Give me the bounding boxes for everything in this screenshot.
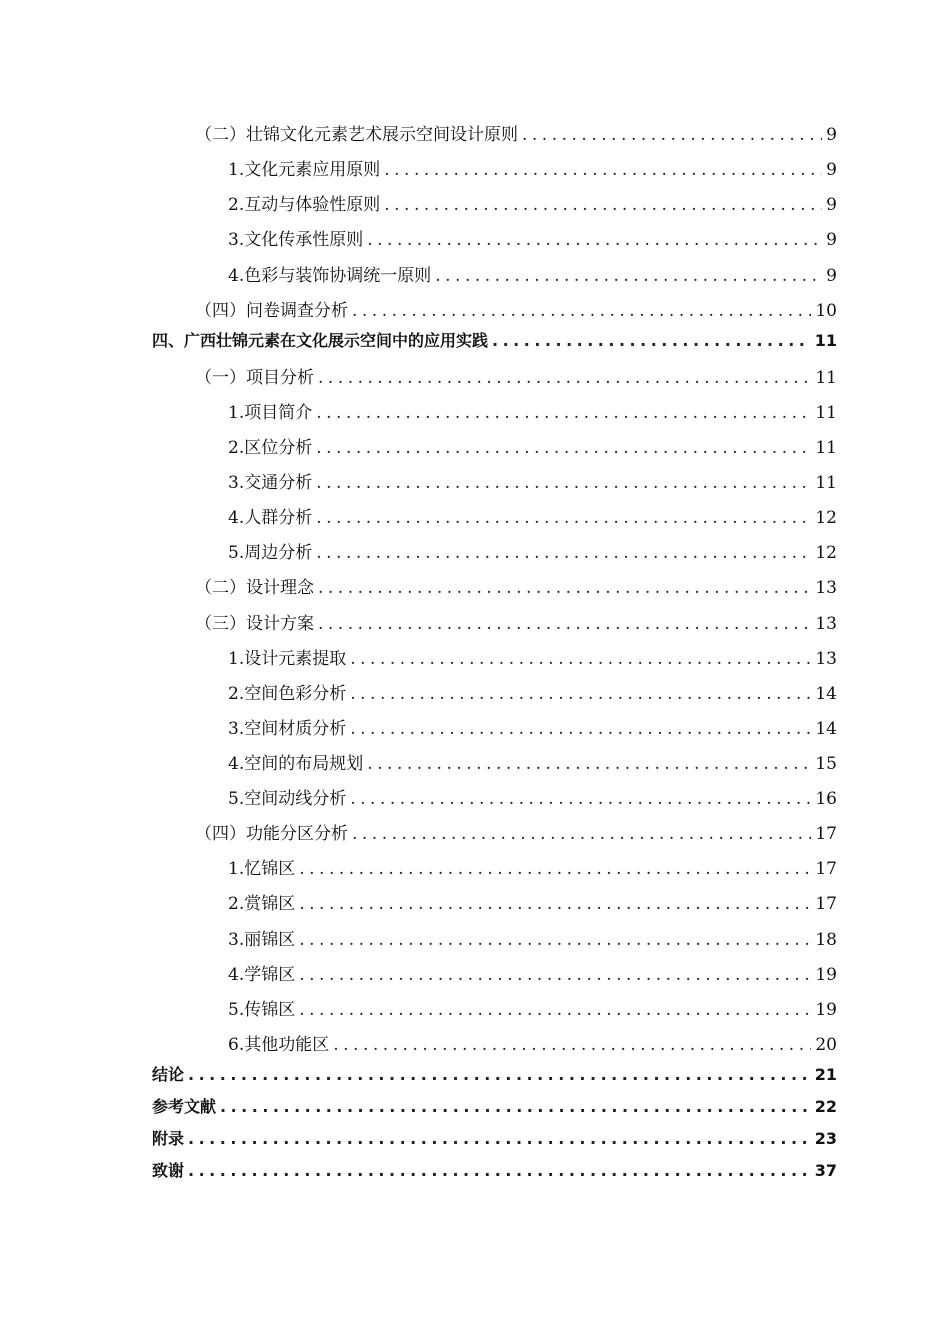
toc-dot-leader [316, 438, 811, 458]
toc-entry[interactable] [228, 155, 837, 185]
toc-entry-label: 3.空间材质分析 [228, 719, 347, 739]
toc-entry[interactable] [228, 190, 837, 220]
toc-dot-leader [492, 331, 811, 350]
toc-entry[interactable] [228, 433, 837, 463]
toc-entry[interactable] [195, 363, 837, 393]
toc-entry[interactable] [195, 296, 837, 326]
toc-entry[interactable] [228, 1030, 837, 1060]
toc-entry[interactable] [152, 1158, 837, 1188]
toc-dot-leader [316, 403, 811, 423]
toc-entry-label: 2.赏锦区 [228, 894, 296, 914]
toc-entry[interactable] [228, 889, 837, 919]
toc-entry[interactable] [228, 749, 837, 779]
toc-entry-label: （一）项目分析 [195, 368, 314, 388]
toc-entry-label: 5.周边分析 [228, 543, 313, 563]
toc-entry[interactable] [228, 784, 837, 814]
toc-dot-leader [384, 160, 822, 180]
toc-entry-label: 参考文献 [152, 1097, 217, 1116]
toc-entry[interactable] [228, 960, 837, 990]
toc-dot-leader [352, 301, 811, 321]
toc-entry-page: 11 [814, 331, 837, 350]
toc-entry-page: 19 [815, 965, 837, 985]
toc-entry[interactable] [228, 538, 837, 568]
toc-dot-leader [522, 125, 822, 145]
toc-dot-leader [333, 1035, 811, 1055]
toc-entry-page: 12 [815, 543, 837, 563]
toc-entry-label: 4.学锦区 [228, 965, 296, 985]
toc-dot-leader [316, 508, 811, 528]
toc-dot-leader [350, 649, 811, 669]
toc-dot-leader [350, 684, 811, 704]
toc-entry-page: 23 [814, 1129, 837, 1148]
toc-entry[interactable] [228, 995, 837, 1025]
toc-entry-page: 10 [815, 301, 837, 321]
toc-entry[interactable] [228, 398, 837, 428]
toc-entry-page: 20 [815, 1035, 837, 1055]
toc-dot-leader [318, 368, 811, 388]
toc-entry-page: 9 [826, 160, 837, 180]
toc-entry-page: 9 [826, 266, 837, 286]
toc-dot-leader [367, 230, 822, 250]
toc-entry-label: 结论 [152, 1065, 185, 1084]
toc-entry[interactable] [152, 1094, 837, 1124]
toc-entry-page: 17 [815, 824, 837, 844]
toc-entry-label: 4.空间的布局规划 [228, 754, 364, 774]
toc-entry[interactable] [195, 573, 837, 603]
toc-entry-label: 四、广西壮锦元素在文化展示空间中的应用实践 [152, 331, 489, 350]
toc-dot-leader [299, 1000, 811, 1020]
toc-entry-label: （三）设计方案 [195, 614, 314, 634]
toc-entry-page: 13 [815, 578, 837, 598]
toc-entry[interactable] [195, 819, 837, 849]
toc-entry-page: 11 [815, 403, 837, 423]
toc-entry[interactable] [228, 925, 837, 955]
toc-dot-leader [299, 930, 811, 950]
toc-entry[interactable] [152, 1126, 837, 1156]
toc-entry-label: 1.项目简介 [228, 403, 313, 423]
toc-dot-leader [318, 614, 811, 634]
toc-entry-page: 13 [815, 649, 837, 669]
toc-entry-label: 4.人群分析 [228, 508, 313, 528]
toc-dot-leader [318, 578, 811, 598]
toc-dot-leader [188, 1129, 811, 1148]
toc-entry-label: 2.区位分析 [228, 438, 313, 458]
toc-entry-label: 5.传锦区 [228, 1000, 296, 1020]
toc-entry-page: 21 [814, 1065, 837, 1084]
toc-entry-page: 13 [815, 614, 837, 634]
toc-entry[interactable] [195, 120, 837, 150]
toc-dot-leader [367, 754, 811, 774]
toc-entry[interactable] [228, 679, 837, 709]
toc-entry-label: （四）功能分区分析 [195, 824, 348, 844]
toc-entry-page: 22 [814, 1097, 837, 1116]
toc-entry-label: 6.其他功能区 [228, 1035, 330, 1055]
toc-dot-leader [299, 965, 811, 985]
toc-entry[interactable] [152, 328, 837, 358]
toc-dot-leader [350, 789, 811, 809]
toc-entry[interactable] [228, 644, 837, 674]
toc-dot-leader [188, 1161, 811, 1180]
toc-dot-leader [299, 894, 811, 914]
toc-entry-label: 5.空间动线分析 [228, 789, 347, 809]
toc-entry-page: 11 [815, 473, 837, 493]
toc-entry-page: 37 [814, 1161, 837, 1180]
toc-entry[interactable] [228, 714, 837, 744]
toc-entry-page: 11 [815, 368, 837, 388]
toc-entry-page: 17 [815, 859, 837, 879]
toc-entry[interactable] [152, 1062, 837, 1092]
toc-entry-page: 18 [815, 930, 837, 950]
toc-entry-page: 9 [826, 125, 837, 145]
toc-entry[interactable] [228, 225, 837, 255]
toc-dot-leader [352, 824, 811, 844]
toc-entry-label: 2.互动与体验性原则 [228, 195, 381, 215]
toc-entry-label: 3.文化传承性原则 [228, 230, 364, 250]
toc-entry-label: 3.交通分析 [228, 473, 313, 493]
toc-entry-page: 14 [815, 719, 837, 739]
toc-entry[interactable] [228, 468, 837, 498]
toc-entry[interactable] [195, 609, 837, 639]
toc-entry-page: 14 [815, 684, 837, 704]
toc-dot-leader [299, 859, 811, 879]
toc-entry[interactable] [228, 261, 837, 291]
toc-entry-page: 11 [815, 438, 837, 458]
toc-dot-leader [316, 473, 811, 493]
toc-dot-leader [435, 266, 822, 286]
toc-entry-label: 1.忆锦区 [228, 859, 296, 879]
toc-dot-leader [350, 719, 811, 739]
toc-entry[interactable] [228, 503, 837, 533]
toc-entry-label: （四）问卷调查分析 [195, 301, 348, 321]
toc-entry[interactable] [228, 854, 837, 884]
toc-dot-leader [316, 543, 811, 563]
toc-entry-label: 1.文化元素应用原则 [228, 160, 381, 180]
toc-entry-label: 1.设计元素提取 [228, 649, 347, 669]
toc-entry-page: 16 [815, 789, 837, 809]
toc-entry-page: 9 [826, 195, 837, 215]
toc-entry-page: 17 [815, 894, 837, 914]
toc-entry-label: 3.丽锦区 [228, 930, 296, 950]
toc-entry-page: 12 [815, 508, 837, 528]
toc-entry-page: 15 [815, 754, 837, 774]
toc-entry-label: （二）设计理念 [195, 578, 314, 598]
toc-entry-page: 9 [826, 230, 837, 250]
toc-entry-page: 19 [815, 1000, 837, 1020]
toc-dot-leader [384, 195, 822, 215]
toc-dot-leader [220, 1097, 811, 1116]
toc-entry-label: 致谢 [152, 1161, 185, 1180]
toc-dot-leader [188, 1065, 811, 1084]
toc-entry-label: 2.空间色彩分析 [228, 684, 347, 704]
toc-entry-label: 附录 [152, 1129, 185, 1148]
toc-entry-label: （二）壮锦文化元素艺术展示空间设计原则 [195, 125, 518, 145]
toc-entry-label: 4.色彩与装饰协调统一原则 [228, 266, 432, 286]
